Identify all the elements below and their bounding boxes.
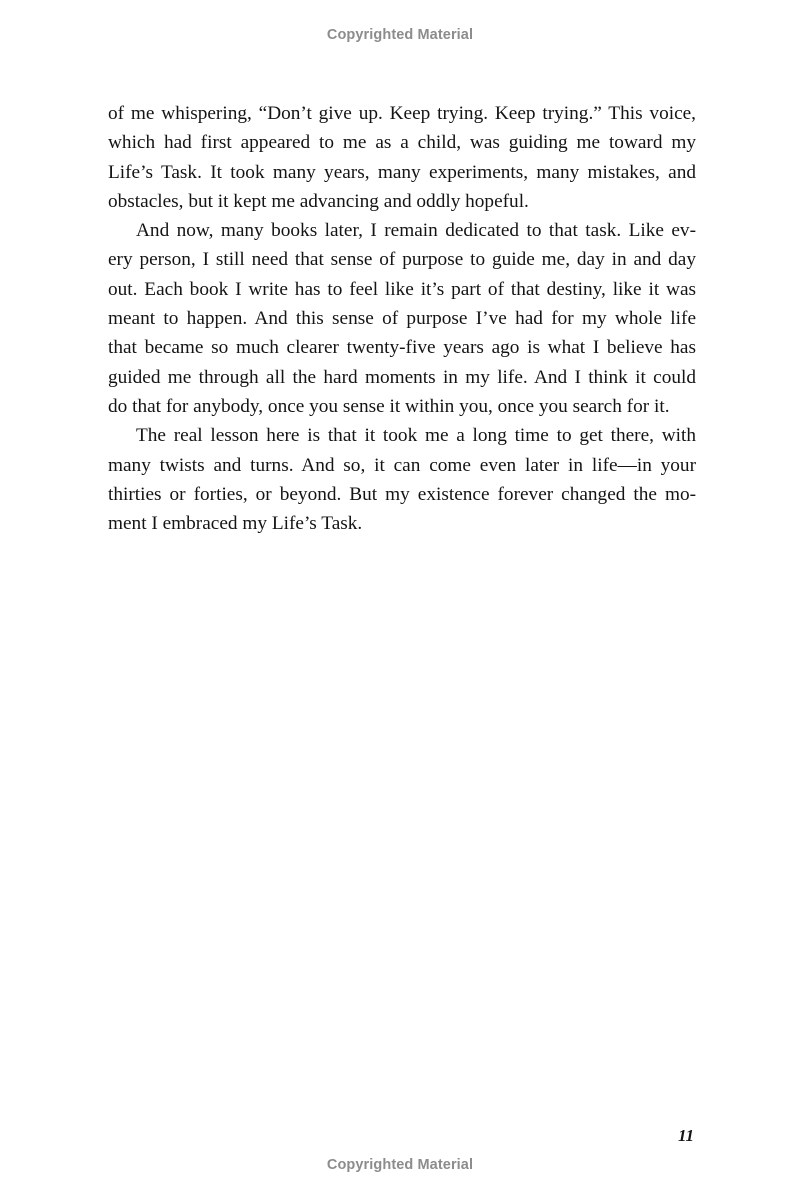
text-line: out. Each book I write has to feel like it’s part of that destiny, like it was xyxy=(108,278,696,300)
text-line: which had first appeared to me as a child, was guiding me toward my xyxy=(108,132,696,154)
copyright-watermark-bottom: Copyrighted Material xyxy=(326,1157,474,1173)
text-line: ment I embraced my Life’s Task. xyxy=(108,513,363,535)
text-line: Life’s Task. It took many years, many experiments, many mistakes, and xyxy=(108,161,696,183)
text-line: obstacles, but it kept me advancing and oddly hopeful. xyxy=(108,190,529,212)
text-line: that became so much clearer twenty-five years ago is what I believe has xyxy=(108,337,696,359)
text-line: of me whispering, “Don’t give up. Keep trying. Keep trying.” This voice, xyxy=(108,103,696,124)
copyright-watermark-top: Copyrighted Material xyxy=(326,27,474,43)
text-line: guided me through all the hard moments in my life. And I think it could xyxy=(108,366,696,388)
text-line: And now, many books later, I remain dedicated to that task. Like ev- xyxy=(136,220,696,242)
text-line: ery person, I still need that sense of purpose to guide me, day in and day xyxy=(108,249,696,271)
body-text xyxy=(108,99,696,538)
text-line: meant to happen. And this sense of purpose I’ve had for my whole life xyxy=(108,308,696,330)
text-line: The real lesson here is that it took me a long time to get there, with xyxy=(136,425,696,447)
text-line: do that for anybody, once you sense it within you, once you search for it. xyxy=(108,395,670,417)
page-number: 11 xyxy=(677,1126,694,1145)
text-line: thirties or forties, or beyond. But my existence forever changed the mo- xyxy=(108,483,696,505)
text-line: many twists and turns. And so, it can come even later in life—in your xyxy=(108,454,696,476)
